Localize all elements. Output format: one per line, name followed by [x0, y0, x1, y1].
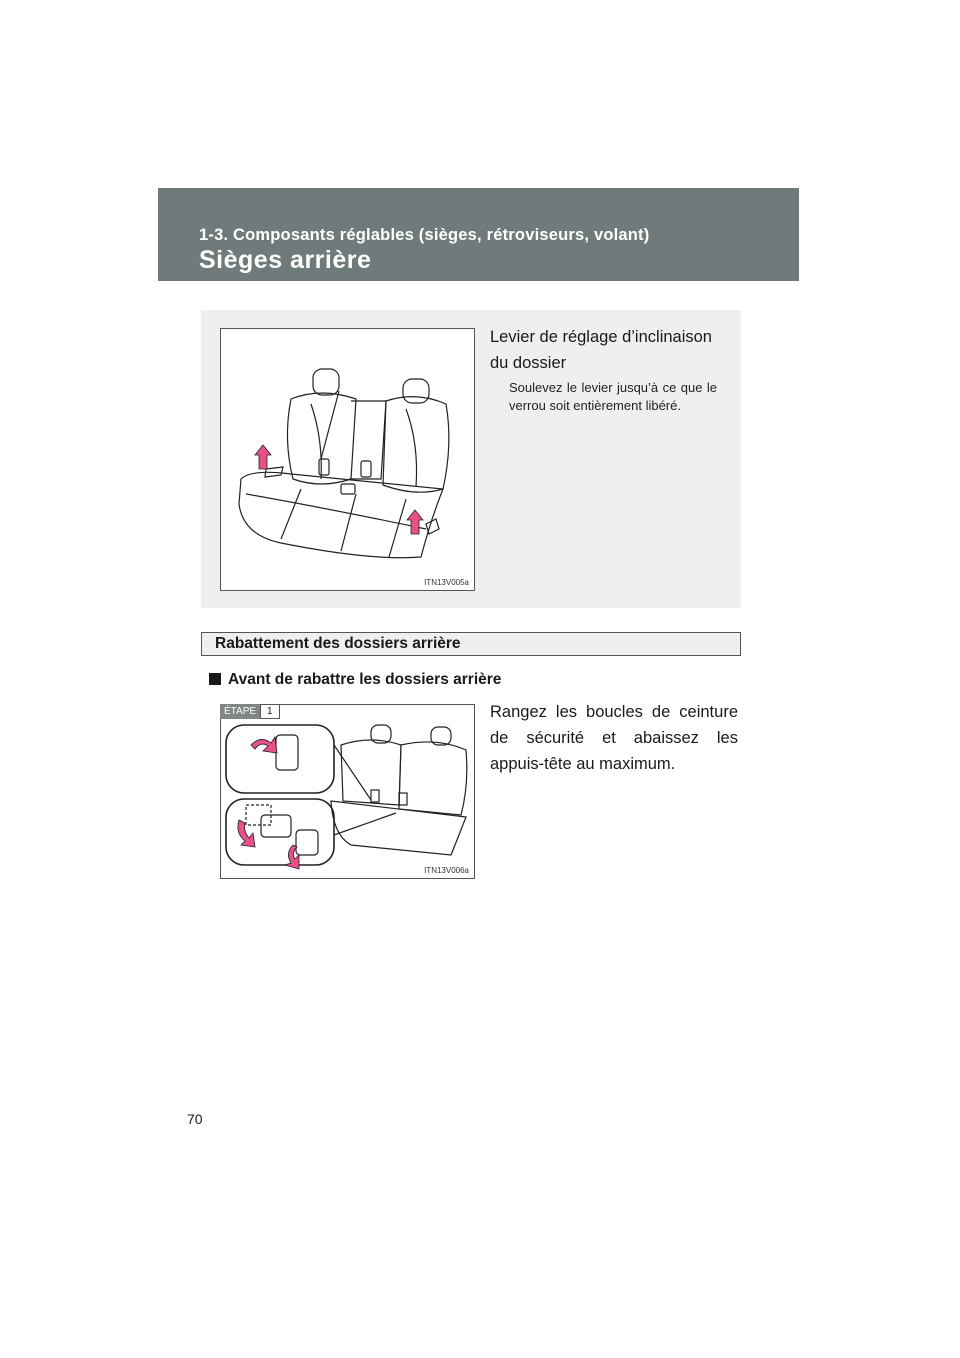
panel-heading: Levier de réglage d’inclinaison du dossier [490, 328, 712, 372]
step-badge [220, 704, 280, 719]
square-bullet-icon [209, 673, 221, 685]
panel-text: Soulevez le levier jusqu’à ce que le verrou soit entièrement libéré. [509, 380, 717, 413]
section-title-bar [201, 632, 741, 656]
step-label: ÉTAPE [220, 704, 260, 719]
section-title: Rabattement des dossiers arrière [215, 635, 461, 652]
step-figure [220, 704, 475, 879]
page-number: 70 [187, 1111, 203, 1127]
page-header [158, 188, 799, 281]
section-breadcrumb: 1-3. Composants réglables (sièges, rétroviseurs, volant) [199, 226, 650, 244]
headrest-buckle-illustration [221, 705, 474, 878]
page-title: Sièges arrière [199, 246, 372, 274]
rear-seat-illustration [221, 329, 474, 590]
subheading-text: Avant de rabattre les dossiers arrière [228, 671, 502, 688]
step-text: Rangez les boucles de ceinture de sécurité et abaissez les appuis-tête au maximum. [490, 703, 738, 773]
figure-code: ITN13V005a [424, 578, 469, 587]
seat-recline-figure [220, 328, 475, 591]
subheading [209, 671, 501, 689]
step-number: 1 [260, 704, 280, 719]
figure-code: ITN13V006a [424, 866, 469, 875]
